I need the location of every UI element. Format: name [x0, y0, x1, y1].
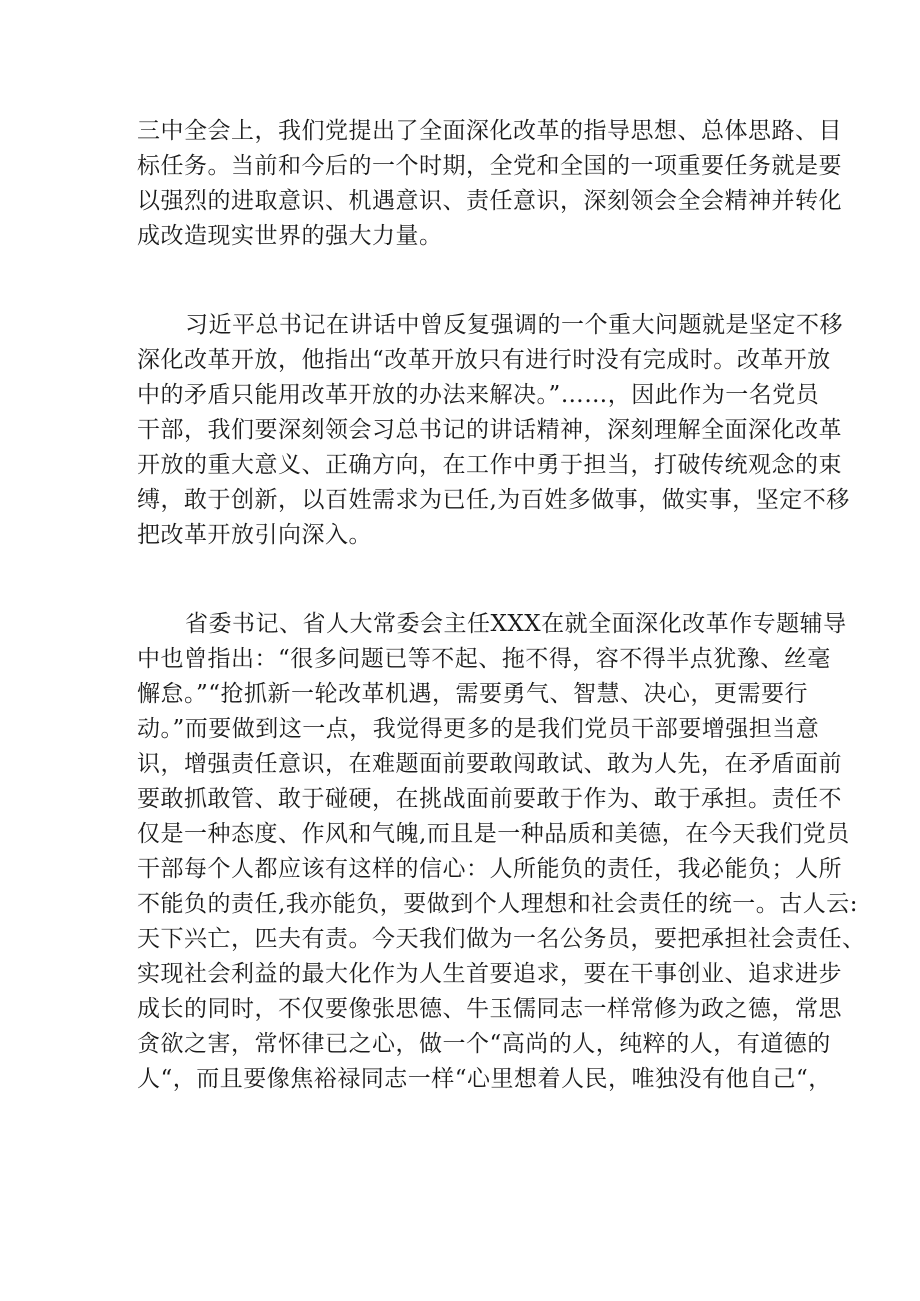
paragraph-line: 习近平总书记在讲话中曾反复强调的一个重大问题就是坚定不移: [185, 312, 843, 338]
paragraph-line: 以强烈的进取意识、机遇意识、责任意识，深刻领会全会精神并转化: [137, 188, 842, 214]
paragraph-line: 省委书记、省人大常委会主任XXX在就全面深化改革作专题辅导: [185, 611, 847, 637]
paragraph-line: 三中全会上，我们党提出了全面深化改革的指导思想、总体思路、目: [137, 118, 842, 144]
paragraph-line: 深化改革开放，他指出“改革开放只有进行时没有完成时。改革开放: [137, 347, 831, 373]
paragraph-line: 中的矛盾只能用改革开放的办法来解决。”……，因此作为一名党员: [137, 382, 820, 408]
paragraph-line: 不能负的责任,我亦能负，要做到个人理想和社会责任的统一。古人云:: [137, 891, 859, 917]
paragraph-2: [137, 308, 850, 553]
paragraph-line: 缚，敢于创新，以百姓需求为已任,为百姓多做事，做实事，坚定不移: [137, 487, 850, 513]
paragraph-line: 干部，我们要深刻领会习总书记的讲话精神，深刻理解全面深化改革: [137, 417, 842, 443]
paragraph-line: 天下兴亡，匹夫有责。今天我们做为一名公务员，要把承担社会责任、: [137, 926, 866, 952]
paragraph-line: 中也曾指出：“很多问题已等不起、拖不得，容不得半点犹豫、丝毫: [137, 646, 831, 672]
paragraph-line: 识，增强责任意识，在难题面前要敢闯敢试、敢为人先，在矛盾面前: [137, 751, 842, 777]
paragraph-line: 人“，而且要像焦裕禄同志一样“心里想着人民，唯独没有他自己“，: [137, 1066, 832, 1092]
paragraph-line: 成长的同时，不仅要像张思德、牛玉儒同志一样常修为政之德，常思: [137, 996, 842, 1022]
paragraph-line: 成改造现实世界的强大力量。: [137, 223, 443, 249]
paragraph-line: 标任务。当前和今后的一个时期，全党和全国的一项重要任务就是要: [137, 153, 842, 179]
paragraph-line: 实现社会利益的最大化作为人生首要追求，要在干事创业、追求进步: [137, 961, 842, 987]
paragraph-line: 开放的重大意义、正确方向，在工作中勇于担当，打破传统观念的束: [137, 452, 842, 478]
paragraph-line: 把改革开放引向深入。: [137, 522, 372, 548]
paragraph-3: [137, 607, 866, 1097]
paragraph-1: [137, 114, 842, 254]
paragraph-line: 动。”而要做到这一点，我觉得更多的是我们党员干部要增强担当意: [137, 716, 820, 742]
paragraph-line: 仅是一种态度、作风和气魄,而且是一种品质和美德，在今天我们党员: [137, 821, 850, 847]
paragraph-line: 要敢抓敢管、敢于碰硬，在挑战面前要敢于作为、敢于承担。责任不: [137, 786, 842, 812]
paragraph-line: 贪欲之害，常怀律已之心，做一个“高尚的人，纯粹的人，有道德的: [137, 1031, 831, 1057]
paragraph-line: 干部每个人都应该有这样的信心：人所能负的责任，我必能负；人所: [137, 856, 842, 882]
paragraph-line: 懈怠。”“抢抓新一轮改革机遇，需要勇气、智慧、决心，更需要行: [137, 681, 809, 707]
